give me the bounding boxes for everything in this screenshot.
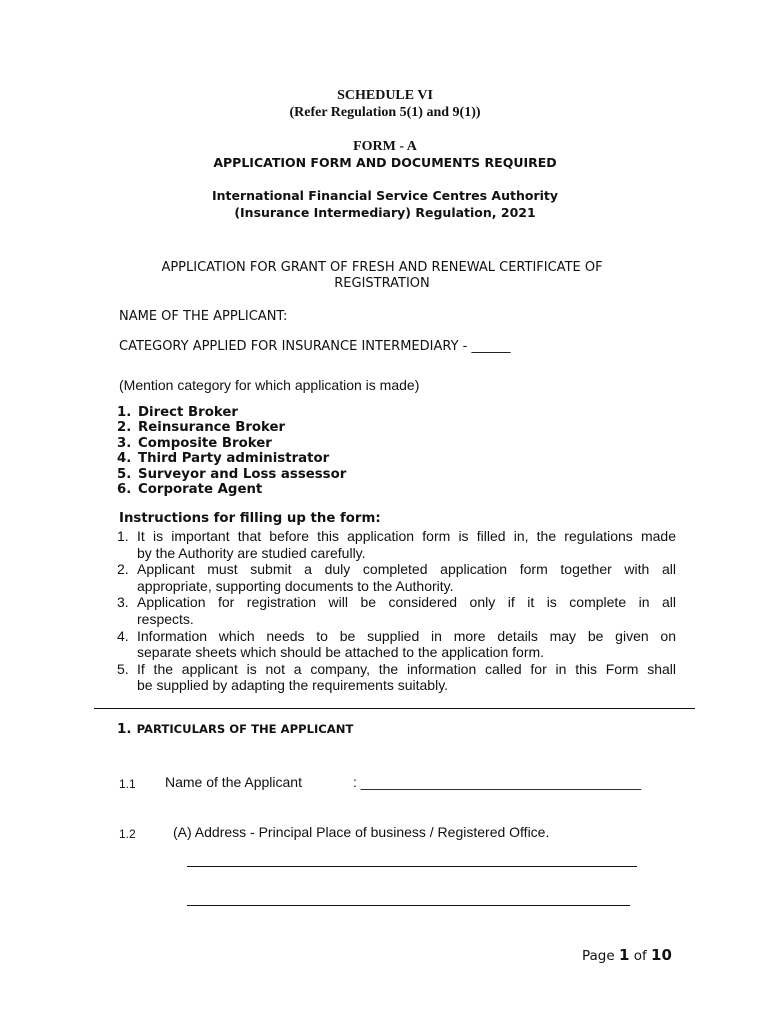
instruction-number: 5. [117, 660, 129, 677]
list-item-number: 1. [117, 405, 132, 420]
list-item [117, 467, 346, 482]
section-heading [117, 718, 353, 737]
list-item-number: 2. [117, 420, 132, 436]
instruction-number: 4. [117, 627, 129, 644]
list-item-number: 6. [117, 482, 132, 498]
schedule-title: SCHEDULE VI [337, 88, 433, 103]
list-item-number: 4. [117, 451, 132, 467]
instruction-text: Applicant must submit a duly completed application form together with all [137, 561, 676, 578]
refer-regulation: (Refer Regulation 5(1) and 9(1)) [289, 105, 481, 120]
category-direct-broker: Direct Broker [138, 405, 238, 420]
instruction-number: 3. [117, 594, 129, 611]
category-corporate-agent: Corporate Agent [138, 482, 263, 498]
regulation-name: (Insurance Intermediary) Regulation, 2021 [234, 205, 536, 220]
form-label: FORM - A [353, 139, 417, 154]
instruction-text: respects. [137, 610, 194, 627]
list-item-number: 3. [117, 435, 132, 451]
category-surveyor-loss-assessor: Surveyor and Loss assessor [138, 466, 347, 482]
list-item [117, 451, 346, 466]
section-number: 1. [117, 721, 132, 737]
list-item [117, 594, 676, 627]
instruction-text: Application for registration will be considered only if it is complete in all [137, 594, 676, 611]
current-page: 1 [618, 946, 630, 964]
list-item [117, 528, 676, 561]
category-list [117, 405, 346, 497]
list-item-number: 5. [117, 466, 132, 482]
instruction-text: by the Authority are studied carefully. [137, 544, 366, 561]
instructions-list [117, 528, 676, 694]
instruction-text: be supplied by adapting the requirements suitably. [137, 677, 449, 694]
authority-name: International Financial Service Centres Authority [211, 188, 559, 203]
category-third-party-administrator: Third Party administrator [138, 451, 330, 467]
applicant-name-label: NAME OF THE APPLICANT: [119, 309, 288, 324]
page-number [582, 946, 672, 964]
address-line-1[interactable] [187, 866, 637, 867]
address-field-label: (A) Address - Principal Place of business / Registered Office. [173, 824, 550, 840]
instruction-text: separate sheets which should be attached to the application form. [137, 644, 545, 661]
instruction-text: appropriate, supporting documents to the Authority. [137, 577, 454, 594]
instruction-text: Information which needs to be supplied in more details may be given on [137, 627, 676, 644]
list-item [117, 661, 676, 694]
instruction-number: 1. [117, 528, 129, 544]
applicant-name-field[interactable]: : ____________________________________ [353, 774, 642, 790]
category-label: CATEGORY APPLIED FOR INSURANCE INTERMEDIARY - ______ [119, 339, 511, 354]
list-item [117, 420, 346, 435]
category-reinsurance-broker: Reinsurance Broker [138, 420, 286, 436]
applicant-name-field-label: Name of the Applicant [165, 774, 302, 790]
instruction-number: 2. [117, 561, 129, 578]
field-number-1-1: 1.1 [119, 777, 136, 791]
field-number-1-2: 1.2 [119, 827, 136, 841]
instruction-text: If the applicant is not a company, the information called for in this Form shall [137, 660, 676, 677]
section-divider [94, 708, 695, 709]
list-item [117, 628, 676, 661]
page-word: Page [582, 948, 615, 964]
application-title-line2: REGISTRATION [334, 276, 430, 291]
list-item [117, 405, 346, 420]
category-composite-broker: Composite Broker [138, 435, 272, 451]
of-word: of [633, 948, 647, 964]
form-title: APPLICATION FORM AND DOCUMENTS REQUIRED [213, 155, 557, 170]
instructions-heading: Instructions for filling up the form: [119, 511, 381, 526]
list-item [117, 561, 676, 594]
list-item [117, 482, 346, 497]
list-item [117, 436, 346, 451]
section-title: PARTICULARS OF THE APPLICANT [136, 722, 354, 736]
mention-note: (Mention category for which application is made) [119, 377, 420, 393]
application-title-line1: APPLICATION FOR GRANT OF FRESH AND RENEWAL CERTIFICATE OF [161, 260, 603, 275]
instruction-text: It is important that before this application form is filled in, the regulations made [137, 528, 676, 544]
total-pages: 10 [651, 946, 672, 964]
address-line-2[interactable] [187, 905, 630, 906]
